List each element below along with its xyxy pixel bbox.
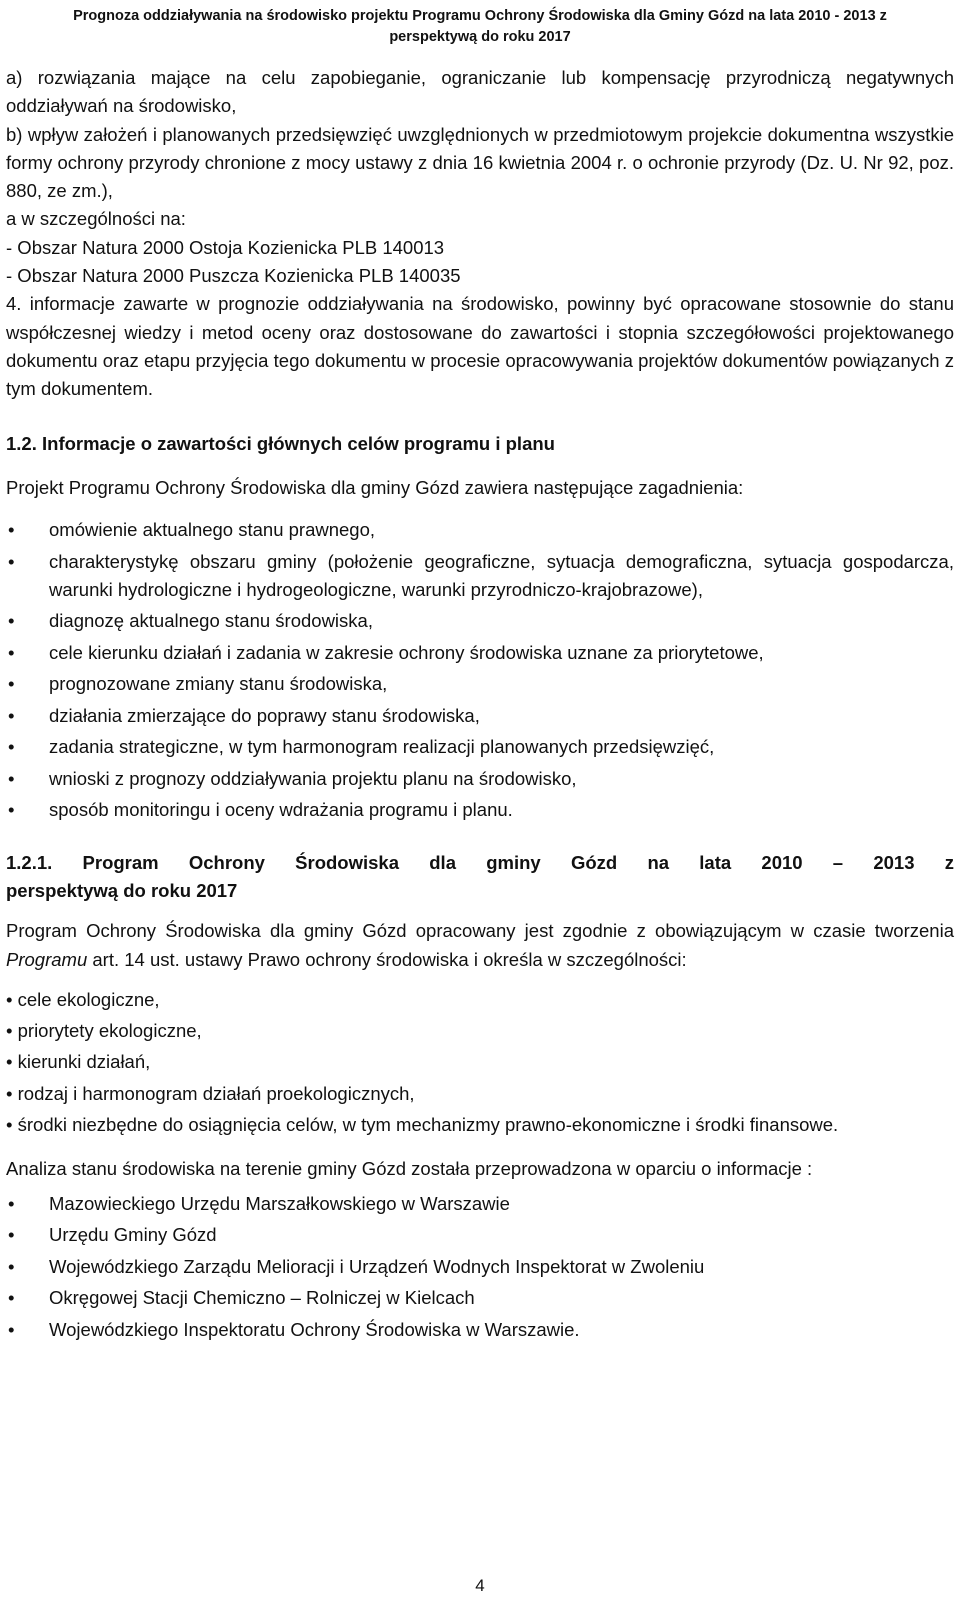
- program-scope-list: [6, 986, 954, 1139]
- list-item: • rodzaj i harmonogram działań proekologicznych,: [6, 1082, 415, 1104]
- bullet-icon: •: [8, 1287, 15, 1309]
- list-item: • prognozowane zmiany stanu środowiska,: [6, 670, 954, 698]
- intro-point-4: 4. informacje zawarte w prognozie oddziaływania na środowisko, powinny być opracowane stosownie do stanu współczesnej wiedzy i metod oceny oraz dostosowane do zawartości i stopnia szczegółowości projektowanego dokumentu oraz etapu przyjęcia tego dokumentu w procesie opracowywania projektów dokumentów powiązanych z tym dokumentem.: [6, 293, 954, 400]
- list-item: • Wojewódzkiego Zarządu Melioracji i Urządzeń Wodnych Inspektorat w Zwoleniu: [6, 1253, 954, 1281]
- intro-point-b: b) wpływ założeń i planowanych przedsięwzięć uwzględnionych w przedmiotowym projekcie dokumentna wszystkie formy ochrony przyrody chronione z mocy ustawy z dnia 16 kwietnia 2004 r. o ochronie przyrody (Dz. U. Nr 92, poz. 880, ze zm.),: [6, 123, 954, 202]
- list-item: • sposób monitoringu i oceny wdrażania programu i planu.: [6, 796, 954, 824]
- running-header: [0, 6, 960, 48]
- list-item: • priorytety ekologiczne,: [6, 1020, 202, 1042]
- list-item: • omówienie aktualnego stanu prawnego,: [6, 516, 954, 544]
- section-heading-1-2: 1.2. Informacje o zawartości głównych celów programu i planu: [6, 432, 555, 454]
- section-1-2-1-paragraph: Program Ochrony Środowiska dla gminy Gózd opracowany jest zgodnie z obowiązującym w czasie tworzenia Programu art. 14 ust. ustawy Prawo ochrony środowiska i określa w szczególności:: [6, 920, 954, 970]
- bullet-icon: •: [8, 736, 15, 758]
- header-line-2: perspektywą do roku 2017: [389, 29, 571, 45]
- natura-site-2: - Obszar Natura 2000 Puszcza Kozienicka PLB 140035: [6, 265, 461, 287]
- list-item: • środki niezbędne do osiągnięcia celów, w tym mechanizmy prawno-ekonomiczne i środki finansowe.: [6, 1114, 839, 1135]
- bullet-icon: •: [8, 704, 15, 726]
- list-item: • charakterystykę obszaru gminy (położenie geograficzne, sytuacja demograficzna, sytuacja gospodarcza, warunki hydrologiczne i hydrogeologiczne, warunki przyrodniczo-krajobrazowe),: [6, 548, 954, 605]
- bullet-icon: •: [8, 1318, 15, 1340]
- section-1-2-lead: Projekt Programu Ochrony Środowiska dla gminy Gózd zawiera następujące zagadnienia:: [6, 476, 744, 498]
- list-item: • Mazowieckiego Urzędu Marszałkowskiego w Warszawie: [6, 1190, 954, 1218]
- document-body: [6, 64, 954, 1347]
- intro-point-a: a) rozwiązania mające na celu zapobieganie, ograniczanie lub kompensację przyrodniczą negatywnych oddziaływań na środowisko,: [6, 67, 954, 117]
- bullet-icon: •: [8, 1224, 15, 1246]
- page-number: 4: [475, 1576, 485, 1595]
- bullet-icon: •: [8, 799, 15, 821]
- list-item: • Okręgowej Stacji Chemiczno – Rolniczej w Kielcach: [6, 1284, 954, 1312]
- bullet-icon: •: [8, 610, 15, 632]
- list-item: • cele ekologiczne,: [6, 988, 160, 1010]
- bullet-icon: •: [8, 673, 15, 695]
- list-item: • wnioski z prognozy oddziaływania projektu planu na środowisko,: [6, 765, 954, 793]
- list-item: • diagnozę aktualnego stanu środowiska,: [6, 607, 954, 635]
- section-heading-1-2-1: 1.2.1. Program Ochrony Środowiska dla gminy Gózd na lata 2010 – 2013 z: [6, 851, 954, 873]
- bullet-icon: •: [8, 641, 15, 663]
- analysis-paragraph: Analiza stanu środowiska na terenie gminy Gózd została przeprowadzona w oparciu o informacje :: [6, 1158, 813, 1180]
- bullet-icon: •: [8, 550, 15, 572]
- list-item: • cele kierunku działań i zadania w zakresie ochrony środowiska uznane za priorytetowe,: [6, 639, 954, 667]
- bullet-icon: •: [8, 1255, 15, 1277]
- header-line-1: Prognoza oddziaływania na środowisko projektu Programu Ochrony Środowiska dla Gminy Gózd na lata 2010 - 2013 z: [73, 8, 887, 24]
- bullet-icon: •: [8, 519, 15, 541]
- bullet-icon: •: [8, 767, 15, 789]
- natura-site-1: - Obszar Natura 2000 Ostoja Kozienicka PLB 140013: [6, 236, 445, 258]
- list-item: • działania zmierzające do poprawy stanu środowiska,: [6, 702, 954, 730]
- section-heading-1-2-1-cont: perspektywą do roku 2017: [6, 879, 238, 901]
- list-item: • Urzędu Gminy Gózd: [6, 1221, 954, 1249]
- bullet-icon: •: [8, 1192, 15, 1214]
- list-item: • kierunki działań,: [6, 1051, 151, 1073]
- intro-in-particular: a w szczególności na:: [6, 208, 186, 230]
- program-topics-list: [6, 516, 954, 824]
- list-item: • zadania strategiczne, w tym harmonogram realizacji planowanych przedsięwzięć,: [6, 733, 954, 761]
- list-item: • Wojewódzkiego Inspektoratu Ochrony Środowiska w Warszawie.: [6, 1316, 954, 1344]
- information-sources-list: [6, 1190, 954, 1344]
